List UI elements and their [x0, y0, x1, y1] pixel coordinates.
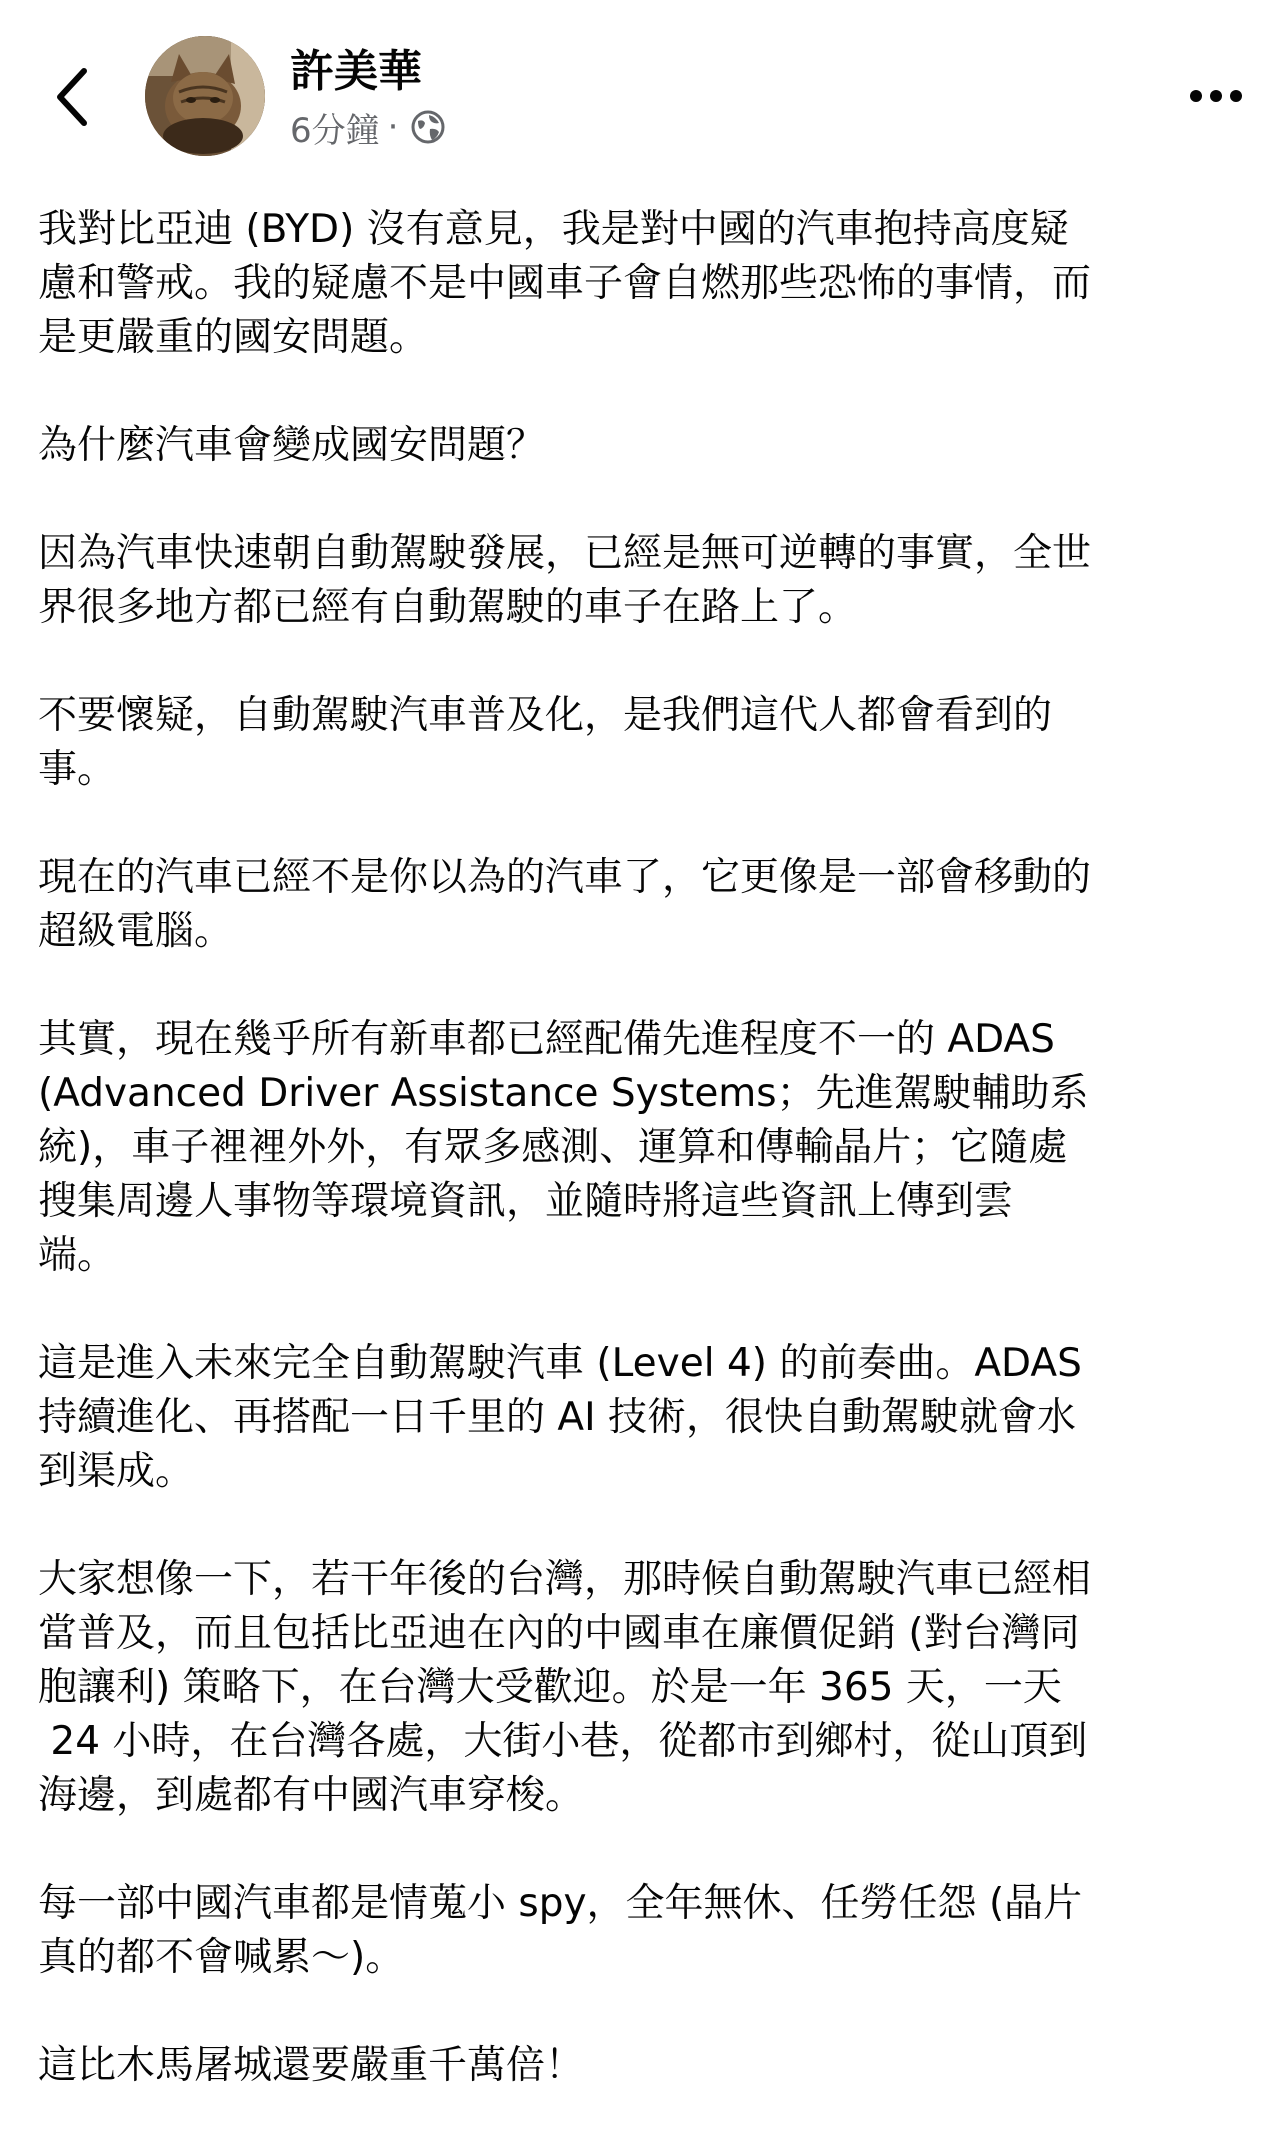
post-meta: [290, 104, 446, 150]
post-paragraph-9: 每一部中國汽車都是情蒐小 spy，全年無休、任勞任怨 (晶片 真的都不會喊累～)。: [38, 1881, 1083, 1980]
back-button[interactable]: [42, 58, 102, 136]
meta-separator: ·: [387, 107, 399, 147]
post-header: [0, 0, 1284, 190]
post-paragraph-5: 現在的汽車已經不是你以為的汽車了，它更像是一部會移動的 超級電腦。: [38, 855, 1092, 954]
post-paragraph-1: 我對比亞迪 (BYD) 沒有意見，我是對中國的汽車抱持高度疑 慮和警戒。我的疑慮不是中國車子會自燃那些恐怖的事情，而 是更嚴重的國安問題。: [38, 207, 1092, 360]
more-horizontal-icon: [1190, 90, 1202, 102]
post-paragraph-4: 不要懷疑，自動駕駛汽車普及化，是我們這代人都會看到的 事。: [38, 693, 1053, 792]
post-paragraph-6: 其實，現在幾乎所有新車都已經配備先進程度不一的 ADAS (Advanced Driver Assistance Systems；先進駕駛輔助系 統)，車子裡裡外外，有眾多感測、運算和傳輸晶片；它隨處 搜集周邊人事物等環境資訊，並隨時將這些資訊上傳到雲 端。: [38, 1017, 1089, 1278]
post-timestamp[interactable]: 6分鐘: [290, 110, 380, 151]
author-name[interactable]: 許美華: [290, 46, 422, 97]
avatar[interactable]: [145, 36, 265, 156]
chevron-left-icon: [52, 65, 92, 129]
post-paragraph-3: 因為汽車快速朝自動駕駛發展，已經是無可逆轉的事實，全世 界很多地方都已經有自動駕駛的車子在路上了。: [38, 531, 1092, 630]
post-body: [38, 203, 1258, 2147]
post-paragraph-8: 大家想像一下，若干年後的台灣，那時候自動駕駛汽車已經相 當普及，而且包括比亞迪在內的中國車在廉價促銷 (對台灣同 胞讓利) 策略下，在台灣大受歡迎。於是一年 365 天，一天 24 小時，在台灣各處，大街小巷，從都市到鄉村，從山頂到 海邊，到處都有中國汽車穿梭。: [38, 1557, 1092, 1818]
post-paragraph-2: 為什麼汽車會變成國安問題？: [38, 423, 546, 468]
more-options-button[interactable]: [1180, 70, 1252, 122]
post-paragraph-7: 這是進入未來完全自動駕駛汽車 (Level 4) 的前奏曲。ADAS 持續進化、再搭配一日千里的 AI 技術，很快自動駕駛就會水 到渠成。: [38, 1341, 1082, 1494]
post-paragraph-10: 這比木馬屠城還要嚴重千萬倍！: [38, 2043, 585, 2088]
globe-icon[interactable]: [410, 109, 446, 145]
cat-photo-icon: [145, 36, 265, 156]
